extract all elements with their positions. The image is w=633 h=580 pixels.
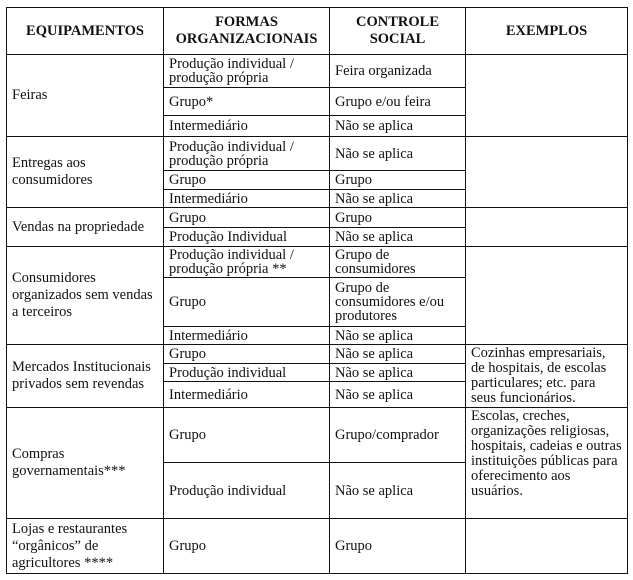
table-row (7, 55, 628, 88)
table-row (7, 247, 628, 278)
table-row (7, 137, 628, 171)
exemplos-cell (466, 519, 628, 574)
equipamento-cell: Entregas aos consumidores (7, 137, 164, 208)
header-row (7, 8, 628, 55)
exemplos-cell (466, 208, 628, 247)
forma-cell: Produção individual (164, 364, 330, 382)
controle-cell: Grupo de consumidores (330, 247, 466, 278)
controle-cell: Não se aplica (330, 228, 466, 247)
table-row (7, 519, 628, 574)
header-formas: FORMAS ORGANIZACIONAIS (164, 8, 330, 55)
controle-cell: Grupo e/ou feira (330, 88, 466, 116)
forma-cell: Intermediário (164, 382, 330, 408)
header-controle: CONTROLE SOCIAL (330, 8, 466, 55)
table-row (7, 208, 628, 228)
controle-cell: Feira organizada (330, 55, 466, 88)
controle-cell: Grupo (330, 171, 466, 190)
exemplos-cell (466, 137, 628, 208)
forma-cell: Grupo (164, 208, 330, 228)
table-row (7, 408, 628, 463)
controle-cell: Grupo/comprador (330, 408, 466, 463)
forma-cell: Grupo (164, 345, 330, 364)
exemplos-cell: Escolas, creches, organizações religiosas, hospitais, cadeias e outras instituições públicas para oferecimento aos usuários. (466, 408, 628, 519)
forma-cell: Intermediário (164, 327, 330, 345)
table-row (7, 345, 628, 364)
header-equipamentos: EQUIPAMENTOS (7, 8, 164, 55)
header-exemplos: EXEMPLOS (466, 8, 628, 55)
controle-cell: Não se aplica (330, 327, 466, 345)
controle-cell: Grupo (330, 519, 466, 574)
controle-cell: Não se aplica (330, 382, 466, 408)
equipamento-cell: Lojas e restaurantes “orgânicos” de agricultores **** (7, 519, 164, 574)
controle-cell: Não se aplica (330, 364, 466, 382)
forma-cell: Grupo* (164, 88, 330, 116)
equipamento-cell: Vendas na propriedade (7, 208, 164, 247)
forma-cell: Grupo (164, 171, 330, 190)
controle-cell: Não se aplica (330, 190, 466, 208)
equipamento-cell: Feiras (7, 55, 164, 137)
forma-cell: Intermediário (164, 190, 330, 208)
controle-cell: Não se aplica (330, 116, 466, 137)
forma-cell: Produção individual (164, 463, 330, 519)
controle-cell: Não se aplica (330, 137, 466, 171)
equipamento-cell: Mercados Institucionais privados sem revendas (7, 345, 164, 408)
controle-cell: Não se aplica (330, 345, 466, 364)
exemplos-cell (466, 247, 628, 345)
controle-cell: Grupo (330, 208, 466, 228)
forma-cell: Produção individual / produção própria (164, 55, 330, 88)
equipment-table (6, 7, 628, 574)
forma-cell: Grupo (164, 519, 330, 574)
forma-cell: Produção individual / produção própria ** (164, 247, 330, 278)
forma-cell: Grupo (164, 278, 330, 327)
equipamento-cell: Consumidores organizados sem vendas a terceiros (7, 247, 164, 345)
controle-cell: Grupo de consumidores e/ou produtores (330, 278, 466, 327)
exemplos-cell (466, 55, 628, 137)
forma-cell: Grupo (164, 408, 330, 463)
equipamento-cell: Compras governamentais*** (7, 408, 164, 519)
forma-cell: Intermediário (164, 116, 330, 137)
controle-cell: Não se aplica (330, 463, 466, 519)
forma-cell: Produção Individual (164, 228, 330, 247)
forma-cell: Produção individual / produção própria (164, 137, 330, 171)
exemplos-cell: Cozinhas empresariais, de hospitais, de escolas particulares; etc. para seus funcionários. (466, 345, 628, 408)
